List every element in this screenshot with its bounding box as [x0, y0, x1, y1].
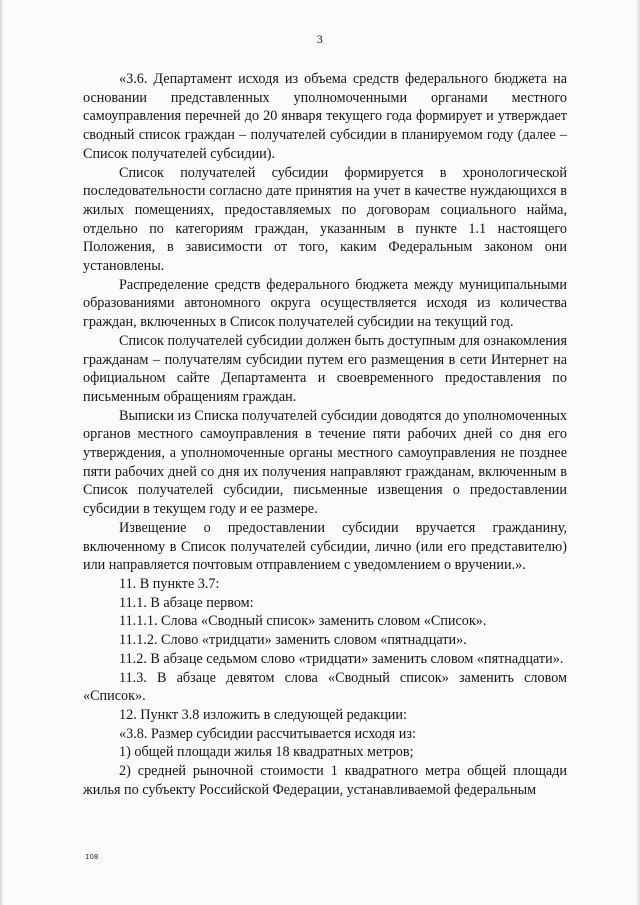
- body-text: [83, 70, 567, 799]
- footer-mark: 108: [85, 853, 99, 861]
- paragraph-extracts: Выписки из Списка получателей субсидии доводятся до уполномоченных органов местного самоуправления в течение пяти рабочих дней со дня его утверждения, а уполномоченные органы местного самоуправления не позднее пяти рабочих дней со дня их получения направляют гражданам, включенным в Список получателей субсидии, письменные извещения о предоставлении субсидии в текущем году и ее размере.: [83, 407, 567, 518]
- paragraph-notice: Извещение о предоставлении субсидии вручается гражданину, включенному в Список получателей субсидии, лично (или его представителю) или направляется почтовым отправлением с уведомлением о вручении.».: [83, 519, 567, 574]
- paragraph-3-8: «3.8. Размер субсидии рассчитывается исходя из:: [119, 725, 416, 742]
- scan-edge-right: [636, 0, 640, 905]
- page-number: 3: [316, 32, 324, 46]
- scan-edge-left: [0, 0, 4, 905]
- paragraph-3-8-area: 1) общей площади жилья 18 квадратных метров;: [119, 744, 414, 761]
- paragraph-item-11-1: 11.1. В абзаце первом:: [119, 594, 254, 611]
- paragraph-list-availability: Список получателей субсидии должен быть доступным для ознакомления гражданам – получателям субсидии путем его размещения в сети Интернет на официальном сайте Департамента и своевременного предоставления по письменным обращениям граждан.: [83, 332, 567, 405]
- paragraph-item-11-1-1: 11.1.1. Слова «Сводный список» заменить словом «Список».: [119, 613, 487, 630]
- paragraph-3-6-intro: «3.6. Департамент исходя из объема средств федерального бюджета на основании представленных уполномоченными органами местного самоуправления перечней до 20 января текущего года формирует и утверждает сводный список граждан – получателей субсидии в планируемом году (далее – Список получателей субсидии).: [83, 71, 567, 162]
- paragraph-item-11: 11. В пункте 3.7:: [119, 575, 220, 592]
- paragraph-item-11-2: 11.2. В абзаце седьмом слово «тридцати» заменить словом «пятнадцати».: [119, 650, 564, 667]
- paragraph-item-12: 12. Пункт 3.8 изложить в следующей редакции:: [119, 706, 407, 723]
- paragraph-list-formation: Список получателей субсидии формируется в хронологической последовательности согласно дате принятия на учет в качестве нуждающихся в жилых помещениях, предоставляемых по договорам социального найма, отдельно по категориям граждан, указанным в пункте 1.1 настоящего Положения, в зависимости от того, каким Федеральным законом они установлены.: [83, 164, 567, 275]
- paragraph-distribution: Распределение средств федерального бюджета между муниципальными образованиями автономного округа осуществляется исходя из количества граждан, включенных в Список получателей субсидии на текущий год.: [83, 276, 567, 331]
- paragraph-3-8-cost: 2) средней рыночной стоимости 1 квадратного метра общей площади жилья по субъекту Российской Федерации, устанавливаемой федеральным: [83, 763, 567, 798]
- paragraph-item-11-3: 11.3. В абзаце девятом слова «Сводный список» заменить словом «Список».: [83, 669, 567, 705]
- paragraph-item-11-1-2: 11.1.2. Слово «тридцати» заменить словом «пятнадцати».: [119, 632, 467, 649]
